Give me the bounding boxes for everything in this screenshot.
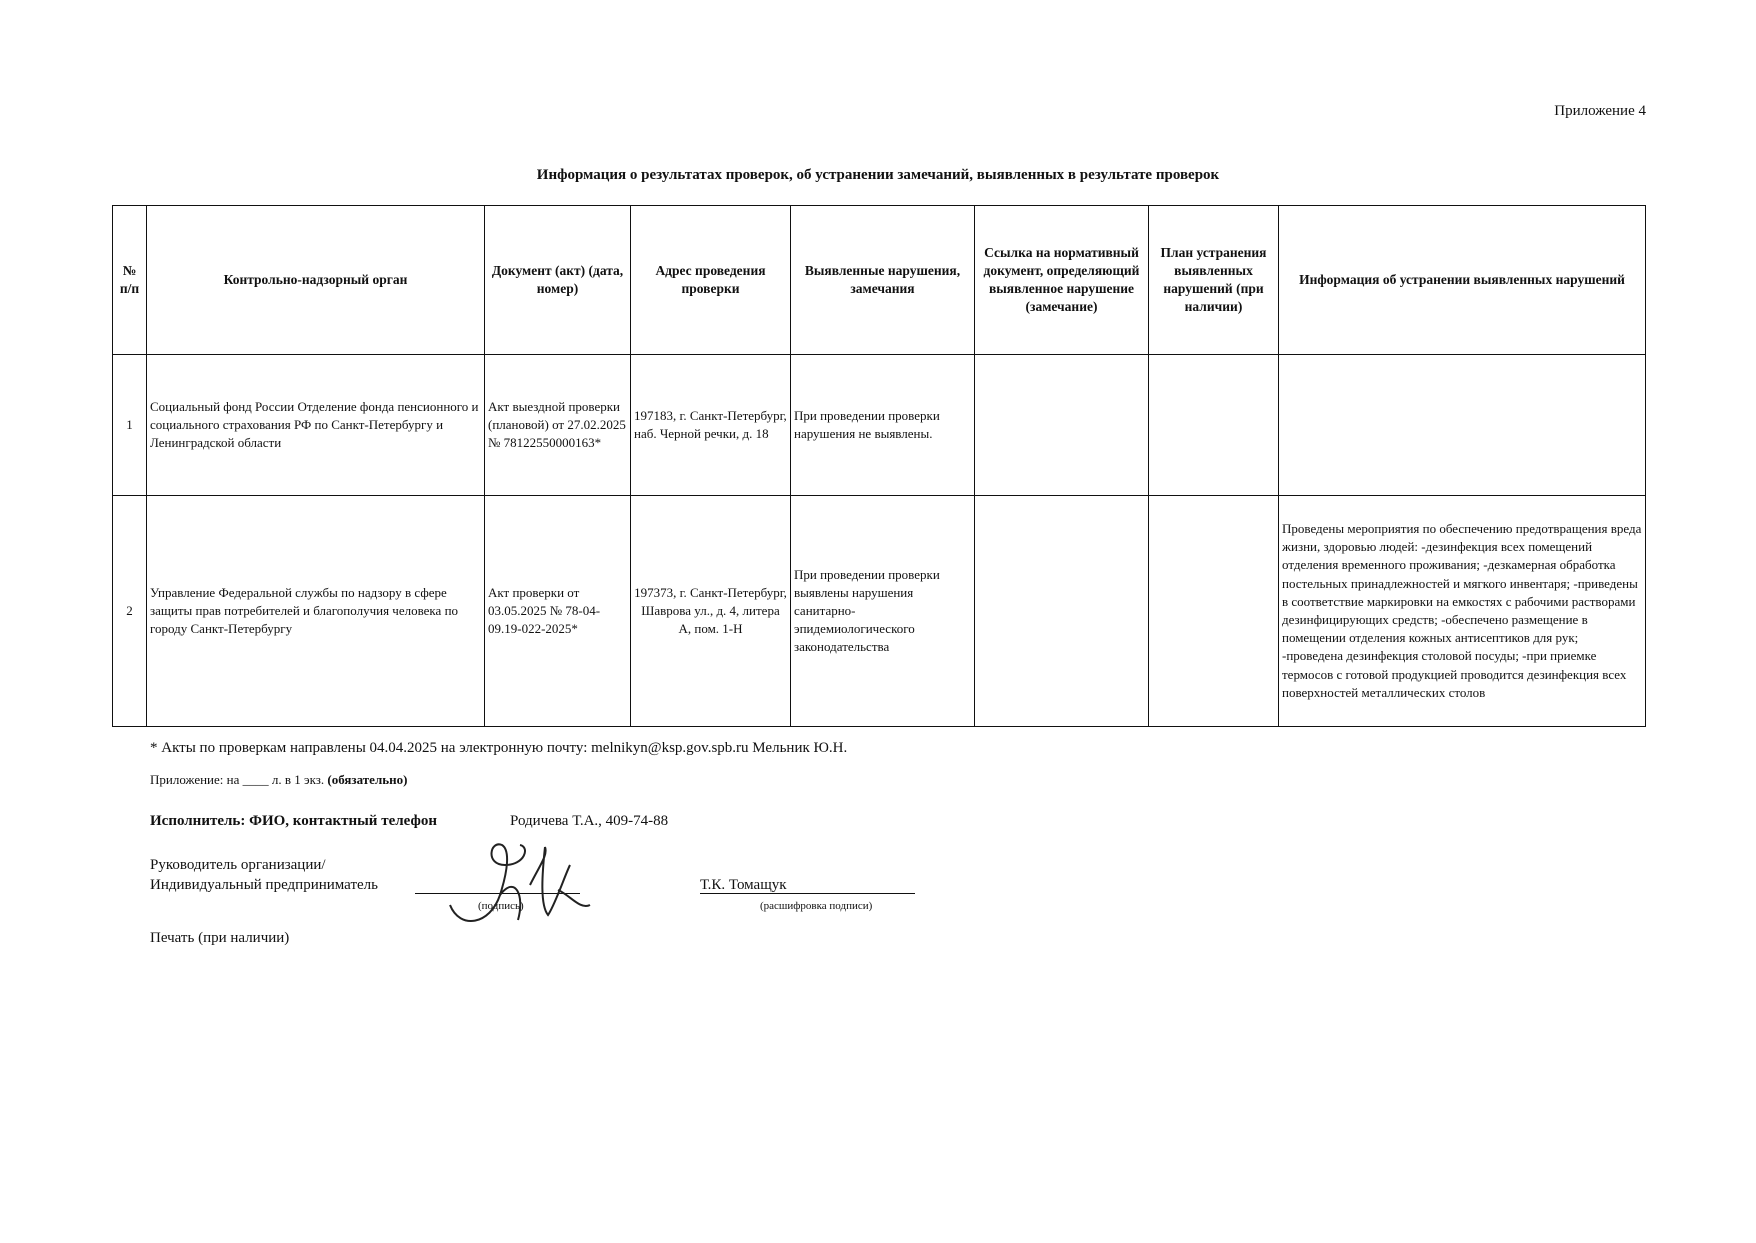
cell-reference: [975, 355, 1149, 496]
head-name-line: [700, 877, 787, 894]
name-underline: [700, 893, 915, 894]
cell-num: 1: [113, 355, 147, 496]
inspection-results-table: [112, 205, 1646, 727]
executor-label: Исполнитель: ФИО, контактный телефон: [150, 813, 438, 829]
table-row: [113, 496, 1646, 727]
seal-label: Печать (при наличии): [150, 930, 290, 946]
executor-line: [150, 813, 669, 830]
cell-document: Акт проверки от 03.05.2025 № 78-04-09.19-022-2025*: [485, 496, 631, 727]
cell-organ: Управление Федеральной службы по надзору в сфере защиты прав потребителей и благополучия человека по городу Санкт-Петербургу: [147, 496, 485, 727]
head-label-line1: Руководитель организации/: [150, 857, 326, 873]
cell-address: 197373, г. Санкт-Петербург, Шаврова ул., д. 4, литера А, пом. 1-Н: [631, 496, 791, 727]
cell-num: 2: [113, 496, 147, 727]
document-title: Информация о результатах проверок, об устранении замечаний, выявленных в результате проверок: [536, 167, 1220, 183]
cell-reference: [975, 496, 1149, 727]
header-info: Информация об устранении выявленных нарушений: [1279, 206, 1646, 355]
attachment-text: Приложение: на ____ л. в 1 экз.: [150, 772, 325, 787]
cell-violations: При проведении проверки нарушения не выявлены.: [791, 355, 975, 496]
header-reference: Ссылка на нормативный документ, определяющий выявленное нарушение (замечание): [975, 206, 1149, 355]
header-violations: Выявленные нарушения, замечания: [791, 206, 975, 355]
header-num: № п/п: [113, 206, 147, 355]
cell-organ: Социальный фонд России Отделение фонда пенсионного и социального страхования РФ по Санкт-Петербургу и Ленинградской области: [147, 355, 485, 496]
head-label-line2: Индивидуальный предприниматель: [150, 877, 378, 893]
head-name: Т.К. Томащук: [700, 877, 787, 893]
executor-name: Родичева Т.А., 409-74-88: [510, 813, 669, 829]
cell-info: [1279, 355, 1646, 496]
cell-plan: [1149, 355, 1279, 496]
cell-violations: При проведении проверки выявлены нарушения санитарно-эпидемиологического законодательства: [791, 496, 975, 727]
cell-plan: [1149, 496, 1279, 727]
attachment-line: [150, 772, 407, 788]
header-document: Документ (акт) (дата, номер): [485, 206, 631, 355]
cell-document: Акт выездной проверки (плановой) от 27.02.2025 № 78122550000163*: [485, 355, 631, 496]
name-caption: (расшифровка подписи): [760, 900, 873, 912]
table-row: [113, 355, 1646, 496]
cell-address: 197183, г. Санкт-Петербург, наб. Черной речки, д. 18: [631, 355, 791, 496]
appendix-label: Приложение 4: [1554, 103, 1646, 119]
header-organ: Контрольно-надзорный орган: [147, 206, 485, 355]
table-header-row: [113, 206, 1646, 355]
attachment-required: (обязательно): [327, 772, 408, 787]
handwritten-signature: [430, 835, 650, 935]
footnote: * Акты по проверкам направлены 04.04.2025 на электронную почту: melnikyn@ksp.gov.spb.ru Мельник Ю.Н.: [150, 740, 848, 756]
signature-caption: (подпись): [478, 900, 524, 912]
cell-info: Проведены мероприятия по обеспечению предотвращения вреда жизни, здоровью людей: -дезинфекция всех помещений отделения временного проживания; -дезкамерная обработка постельных принадлежностей и мягкого инвентаря; -приведены в соответствие маркировки на емкостях с рабочими растворами дезинфицирующих средств; -обеспечено размещение в помещении отделения кожных антисептиков для рук; -проведена дезинфекция столовой посуды; -при приемке термосов с готовой продукцией проводится дезинфекция всех поверхностей металлических столов: [1279, 496, 1646, 727]
header-plan: План устранения выявленных нарушений (при наличии): [1149, 206, 1279, 355]
header-address: Адрес проведения проверки: [631, 206, 791, 355]
